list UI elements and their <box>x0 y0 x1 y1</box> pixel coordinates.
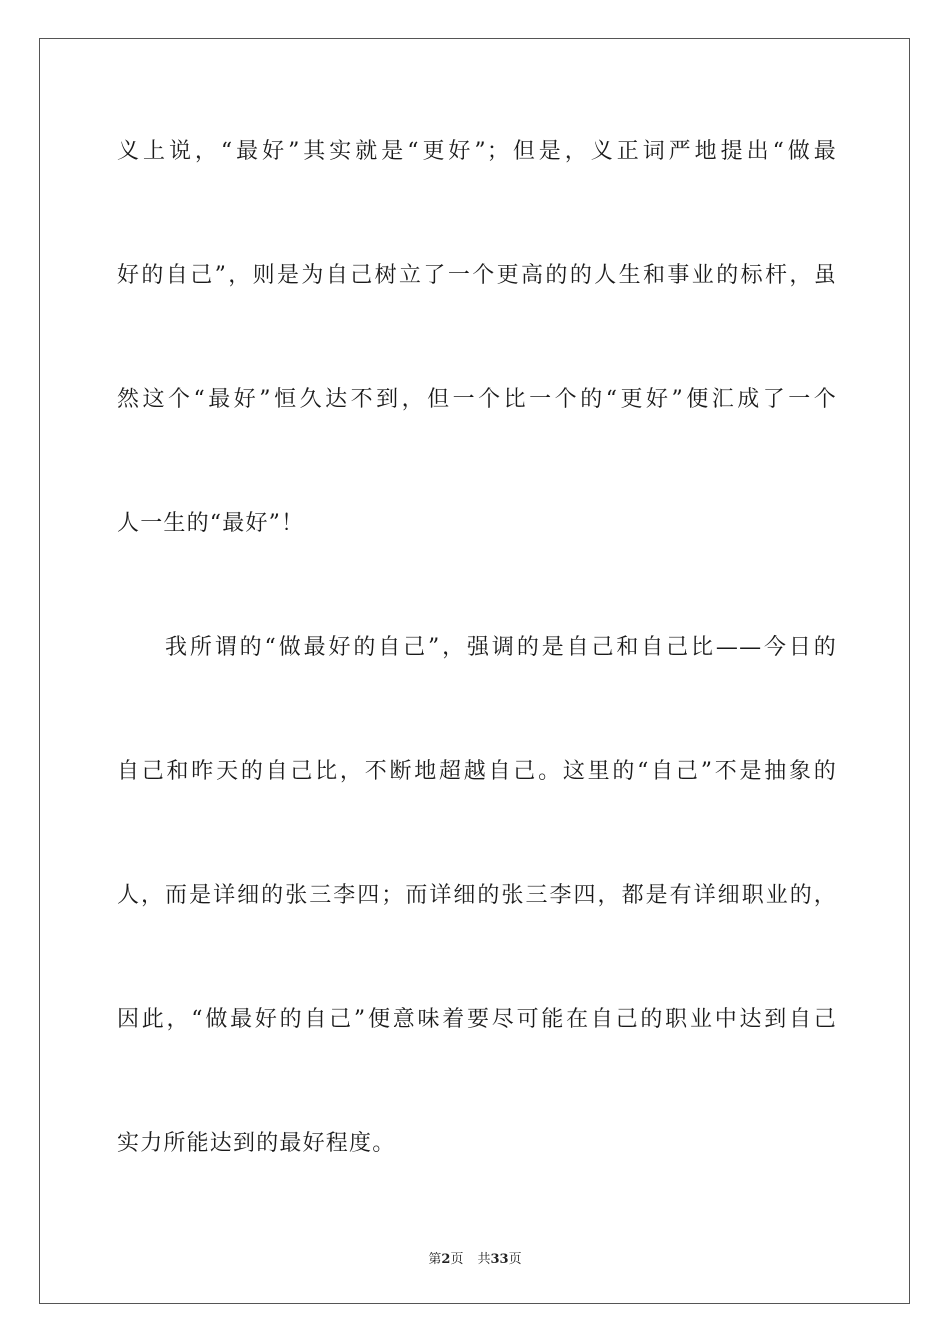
page-footer <box>0 1248 950 1267</box>
paragraph-1-line-2: 好的自己”，则是为自己树立了一个更高的的人生和事业的标杆，虽 <box>117 263 837 288</box>
total-prefix: 共 <box>477 1252 491 1267</box>
document-body <box>117 120 837 1236</box>
page-number: 2 <box>441 1252 451 1267</box>
paragraph-2-line-2: 自己和昨天的自己比，不断地超越自己。这里的“自己”不是抽象的 <box>117 759 837 784</box>
paragraph-1-line-4: 人一生的“最好”！ <box>117 511 305 536</box>
paragraph-2-line-4: 因此，“做最好的自己”便意味着要尽可能在自己的职业中达到自己 <box>117 1007 837 1032</box>
paragraph-1-line-3: 然这个“最好”恒久达不到，但一个比一个的“更好”便汇成了一个 <box>117 387 837 412</box>
page-prefix: 第 <box>428 1252 442 1267</box>
page-suffix: 页 <box>450 1252 464 1267</box>
paragraph-2-line-3: 人，而是详细的张三李四；而详细的张三李四，都是有详细职业的， <box>117 883 837 908</box>
total-suffix: 页 <box>508 1252 522 1267</box>
total-pages: 33 <box>490 1252 509 1267</box>
paragraph-1-line-1: 义上说，“最好”其实就是“更好”；但是，义正词严地提出“做最 <box>117 139 837 164</box>
paragraph-2-line-1: 我所谓的“做最好的自己”，强调的是自己和自己比——今日的 <box>165 635 837 660</box>
paragraph-2-line-5: 实力所能达到的最好程度。 <box>117 1131 396 1156</box>
